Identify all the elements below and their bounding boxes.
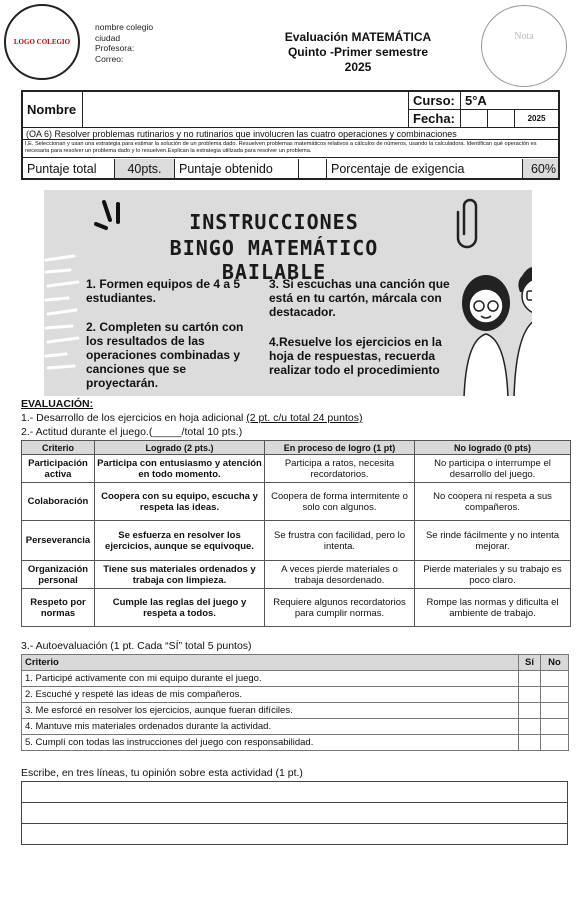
date-year: 2025: [515, 110, 558, 128]
instruction-step-3: 3. Si escuchas una canción que está en tu cartón, márcala con destacador.: [269, 277, 450, 319]
school-logo: [4, 4, 80, 80]
rubric-criterio: Colaboración: [22, 483, 95, 521]
obtained-score-label: Puntaje obtenido: [175, 159, 299, 178]
title-line-3: 2025: [344, 60, 372, 74]
evaluation-item-1: [21, 412, 362, 424]
table-row: [22, 483, 571, 521]
banner-title-line-1: INSTRUCCIONES: [189, 210, 359, 234]
banner-title: [124, 210, 424, 284]
email-label: Correo:: [95, 53, 124, 64]
rubric-logrado: Coopera con su equipo, escucha y respeta las ideas.: [95, 483, 265, 521]
self-eval-item: 1. Participé activamente con mi equipo durante el juego.: [22, 671, 519, 687]
table-row: [22, 687, 569, 703]
evaluation-item-1-points: (2 pt. c/u total 24 puntos): [246, 412, 363, 424]
self-eval-no-checkbox[interactable]: [541, 719, 569, 735]
rubric-header-criterio: Criterio: [22, 441, 95, 455]
self-eval-yes-checkbox[interactable]: [519, 671, 541, 687]
student-info-table: [21, 90, 560, 180]
school-city: ciudad: [95, 32, 121, 43]
rubric-proceso: Coopera de forma intermitente o solo con algunos.: [265, 483, 415, 521]
teacher-label: Profesora:: [95, 43, 135, 53]
grade-label: Nota: [514, 30, 534, 42]
instruction-step-4: 4.Resuelve los ejercicios en la hoja de respuestas, recuerda realizar todo el procedimiento: [269, 335, 442, 377]
rubric-no-logrado: Se rinde fácilmente y no intenta mejorar.: [415, 521, 571, 561]
rubric-no-logrado: Rompe las normas y dificulta el ambiente de trabajo.: [415, 589, 571, 627]
page-title: [268, 30, 448, 75]
name-field[interactable]: [83, 92, 409, 128]
opinion-heading: Escribe, en tres líneas, tu opinión sobre esta actividad (1 pt.): [21, 767, 303, 779]
date-label: Fecha:: [409, 110, 461, 128]
table-row: [22, 671, 569, 687]
self-eval-item: 2. Escuché y respeté las ideas de mis compañeros.: [22, 687, 519, 703]
rubric-proceso: A veces pierde materiales o trabaja desordenado.: [265, 561, 415, 589]
opinion-line-divider: [22, 823, 567, 824]
rubric-criterio: Perseverancia: [22, 521, 95, 561]
opinion-answer-box[interactable]: [21, 781, 568, 845]
logo-text: LOGO COLEGIO: [13, 37, 71, 46]
rubric-criterio: Participación activa: [22, 455, 95, 483]
table-row: [22, 589, 571, 627]
table-row: [22, 719, 569, 735]
school-info: [95, 22, 153, 64]
evaluation-item-1-text: 1.- Desarrollo de los ejercicios en hoja adicional: [21, 412, 247, 424]
requirement-label: Porcentaje de exigencia: [327, 159, 523, 178]
grade-circle[interactable]: [481, 5, 567, 87]
course-label: Curso:: [409, 92, 461, 110]
obtained-score-field[interactable]: [299, 159, 327, 178]
banner-title-line-2: BINGO MATEMÁTICO BAILABLE: [169, 236, 379, 284]
total-score-label: Puntaje total: [23, 159, 115, 178]
requirement-value: 60%: [523, 159, 558, 178]
self-eval-no-checkbox[interactable]: [541, 703, 569, 719]
rubric-criterio: Organización personal: [22, 561, 95, 589]
name-label: Nombre: [23, 92, 83, 128]
school-name: nombre colegio: [95, 22, 154, 32]
date-day-field[interactable]: [461, 110, 488, 128]
rubric-header-no-logrado: No logrado (0 pts): [415, 441, 571, 455]
students-illustration-icon: [444, 248, 532, 396]
rubric-proceso: Participa a ratos, necesita recordatorios.: [265, 455, 415, 483]
rubric-logrado: Cumple las reglas del juego y respeta a todos.: [95, 589, 265, 627]
instruction-step-1: 1. Formen equipos de 4 a 5 estudiantes.: [86, 277, 241, 305]
rubric-criterio: Respeto por normas: [22, 589, 95, 627]
rubric-logrado: Participa con entusiasmo y atención en todo momento.: [95, 455, 265, 483]
self-eval-header-no: No: [541, 655, 569, 671]
self-eval-item: 4. Mantuve mis materiales ordenados durante la actividad.: [22, 719, 519, 735]
decorative-brush-strokes: [44, 190, 84, 396]
total-score-value: 40pts.: [115, 159, 175, 178]
self-evaluation-table: [21, 654, 569, 751]
rubric-no-logrado: No participa o interrumpe el desarrollo del juego.: [415, 455, 571, 483]
self-eval-yes-checkbox[interactable]: [519, 735, 541, 751]
evaluation-heading: EVALUACIÓN:: [21, 398, 94, 410]
attitude-rubric-table: [21, 440, 571, 627]
self-eval-yes-checkbox[interactable]: [519, 719, 541, 735]
date-month-field[interactable]: [488, 110, 515, 128]
rubric-proceso: Se frustra con facilidad, pero lo intenta.: [265, 521, 415, 561]
rubric-header-logrado: Logrado (2 pts.): [95, 441, 265, 455]
evaluation-indicators: I.E. Seleccionan y usan una estrategia para estimar la solución de un problema dado. Resuelven problemas matemáticos relativos a cálculos de números, usando la calculadora. Identifican qué operación es necesaria para resolver un problema dado y lo resuelven.Explican la estrategia utilizada para resolver un problema.: [23, 140, 558, 158]
paperclip-icon: [456, 194, 484, 254]
rubric-no-logrado: No coopera ni respeta a sus compañeros.: [415, 483, 571, 521]
table-row: [22, 561, 571, 589]
evaluation-item-2: 2.- Actitud durante el juego.(_____/total 10 pts.): [21, 426, 243, 438]
self-eval-no-checkbox[interactable]: [541, 671, 569, 687]
table-row: [22, 521, 571, 561]
table-row: [22, 703, 569, 719]
rubric-header-row: [22, 441, 571, 455]
table-row: [22, 735, 569, 751]
self-eval-yes-checkbox[interactable]: [519, 687, 541, 703]
rubric-logrado: Se esfuerza en resolver los ejercicios, aunque se equivoque.: [95, 521, 265, 561]
rubric-proceso: Requiere algunos recordatorios para cumplir normas.: [265, 589, 415, 627]
self-eval-no-checkbox[interactable]: [541, 735, 569, 751]
title-line-1: Evaluación MATEMÁTICA: [284, 30, 432, 44]
learning-objective: (OA 6) Resolver problemas rutinarios y no rutinarios que involucren las cuatro operaciones y combinaciones: [23, 128, 558, 140]
opinion-line-divider: [22, 802, 567, 803]
self-eval-header-criterio: Criterio: [22, 655, 519, 671]
table-row: [22, 455, 571, 483]
instruction-step-2: 2. Completen su cartón con los resultados de las operaciones combinadas y canciones que se proyectarán.: [86, 320, 244, 390]
self-eval-item: 3. Me esforcé en resolver los ejercicios, aunque fueran difíciles.: [22, 703, 519, 719]
self-eval-no-checkbox[interactable]: [541, 687, 569, 703]
self-eval-header-row: [22, 655, 569, 671]
instructions-banner: [44, 190, 532, 396]
rubric-no-logrado: Pierde materiales y su trabajo es poco claro.: [415, 561, 571, 589]
self-evaluation-heading: 3.- Autoevaluación (1 pt. Cada “SÍ” total 5 puntos): [21, 640, 252, 652]
course-value: 5°A: [461, 92, 558, 110]
self-eval-header-si: Sí: [519, 655, 541, 671]
rubric-header-proceso: En proceso de logro (1 pt): [265, 441, 415, 455]
self-eval-item: 5. Cumplí con todas las instrucciones del juego con responsabilidad.: [22, 735, 519, 751]
self-eval-yes-checkbox[interactable]: [519, 703, 541, 719]
title-line-2: Quinto -Primer semestre: [287, 45, 429, 59]
rubric-logrado: Tiene sus materiales ordenados y trabaja con limpieza.: [95, 561, 265, 589]
